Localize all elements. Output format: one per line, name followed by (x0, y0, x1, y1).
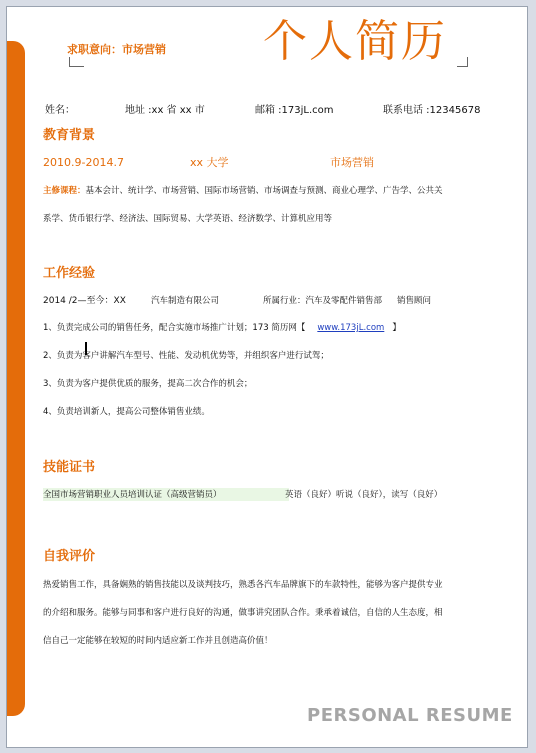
courses-label: 主修课程： (43, 186, 86, 196)
job-objective: 求职意向：市场营销 (67, 43, 166, 56)
address-field: 地址 :xx 省 xx 市 (125, 105, 205, 116)
work-period: 2014 /2—至今：XX (43, 296, 126, 306)
education-major: 市场营销 (330, 156, 374, 169)
skills-heading: 技能证书 (43, 460, 96, 475)
website-link[interactable]: www.173jL.com (317, 323, 385, 333)
skills-english: 英语（良好）听说（良好），读写（良好） (285, 490, 443, 500)
work-item-2: 2、负责为客户讲解汽车型号、性能、发动机优势等，并组织客户进行试驾； (43, 351, 329, 361)
work-item-1 (43, 324, 401, 333)
work-item-1-text: 1、负责完成公司的销售任务，配合实施市场推广计划；173 简历网【 (43, 323, 306, 333)
name-field: 姓名： (45, 105, 75, 116)
crop-mark-right (457, 57, 468, 67)
orange-side-band (7, 41, 25, 716)
self-evaluation-line-1: 热爱销售工作，具备娴熟的销售技能以及谈判技巧，熟悉各汽车品牌旗下的车款特性，能够为客户提供专业 (43, 580, 443, 590)
work-industry: 所属行业：汽车及零配件销售部 (263, 296, 383, 306)
courses-text-1: 基本会计、统计学、市场营销、国际市场营销、市场调查与预测、商业心理学、广告学、公共关 (85, 186, 443, 196)
work-heading: 工作经验 (43, 266, 96, 281)
work-item-3: 3、负责为客户提供优质的服务，提高二次合作的机会； (43, 379, 253, 389)
phone-field: 联系电话 :12345678 (383, 105, 481, 116)
education-school: xx 大学 (190, 156, 229, 169)
page-title: 个人简历 (263, 16, 447, 67)
work-company: 汽车制造有限公司 (151, 296, 220, 306)
skills-certificate: 全国市场营销职业人员培训认证（高级营销员） (43, 490, 222, 500)
self-evaluation-line-2: 的介绍和服务。能够与同事和客户进行良好的沟通，做事讲究团队合作。秉承着诚信，自信的人生态度，相 (43, 608, 443, 618)
work-item-1-suffix: 】 (392, 323, 401, 333)
courses-line-2: 系学、货币银行学、经济法、国际贸易、大学英语、经济数学、计算机应用等 (43, 214, 333, 224)
education-heading: 教育背景 (43, 128, 96, 143)
work-position: 销售顾问 (397, 296, 432, 306)
education-period: 2010.9-2014.7 (43, 156, 124, 169)
work-item-4: 4、负责培训新人，提高公司整体销售业绩。 (43, 407, 210, 417)
self-evaluation-line-3: 信自己一定能够在较短的时间内适应新工作并且创造高价值！ (43, 636, 273, 646)
personal-resume-footer: PERSONAL RESUME (307, 705, 513, 726)
courses-line-1 (43, 187, 443, 196)
self-evaluation-heading: 自我评价 (43, 549, 96, 564)
resume-page (6, 6, 528, 748)
email-field: 邮箱 :173jL.com (255, 105, 334, 116)
crop-mark-left (69, 57, 84, 67)
